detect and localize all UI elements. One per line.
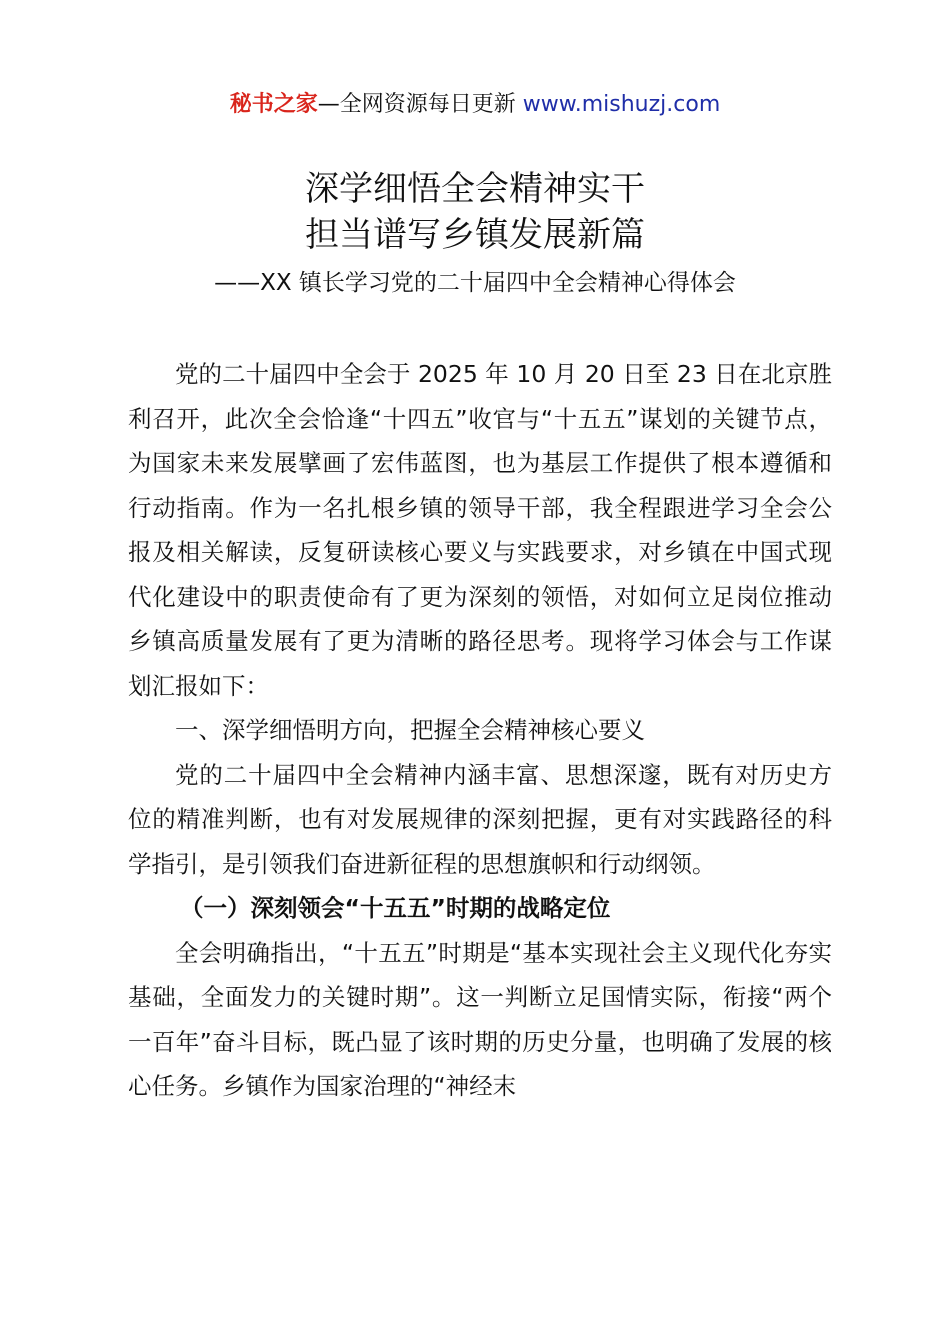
section-heading-1: 一、深学细悟明方向，把握全会精神核心要义: [175, 716, 645, 744]
section-1-paragraph: 党的二十届四中全会精神内涵丰富、思想深邃，既有对历史方位的精准判断，也有对发展规律的深刻把握，更有对实践路径的科学指引，是引领我们奋进新征程的思想旗帜和行动纲领。: [128, 760, 832, 878]
document-title-line-1: 深学细悟全会精神实干: [305, 169, 645, 209]
document-body: [128, 352, 832, 1109]
document-title-block: [0, 166, 950, 300]
document-title-line-2: 担当谱写乡镇发展新篇: [305, 215, 645, 255]
subsection-heading-1: （一）深刻领会“十五五”时期的战略定位: [180, 894, 611, 922]
document-subtitle: ——XX 镇长学习党的二十届四中全会精神心得体会: [214, 270, 736, 296]
site-tagline: —全网资源每日更新: [317, 92, 516, 117]
subsection-1-paragraph: 全会明确指出，“十五五”时期是“基本实现社会主义现代化夯实基础，全面发力的关键时期”。这一判断立足国情实际，衔接“两个一百年”奋斗目标，既凸显了该时期的历史分量，也明确了发展的核心任务。乡镇作为国家治理的“神经末: [128, 938, 832, 1100]
intro-paragraph: 党的二十届四中全会于 2025 年 10 月 20 日至 23 日在北京胜利召开，此次全会恰逢“十四五”收官与“十五五”谋划的关键节点，为国家未来发展擘画了宏伟蓝图，也为基层工作提供了根本遵循和行动指南。作为一名扎根乡镇的领导干部，我全程跟进学习全会公报及相关解读，反复研读核心要义与实践要求，对乡镇在中国式现代化建设中的职责使命有了更为深刻的领悟，对如何立足岗位推动乡镇高质量发展有了更为清晰的路径思考。现将学习体会与工作谋划汇报如下：: [128, 360, 832, 700]
site-header: [0, 88, 950, 122]
site-url-link[interactable]: www.mishuzj.com: [522, 92, 721, 117]
brand-name: 秘书之家: [229, 92, 318, 117]
